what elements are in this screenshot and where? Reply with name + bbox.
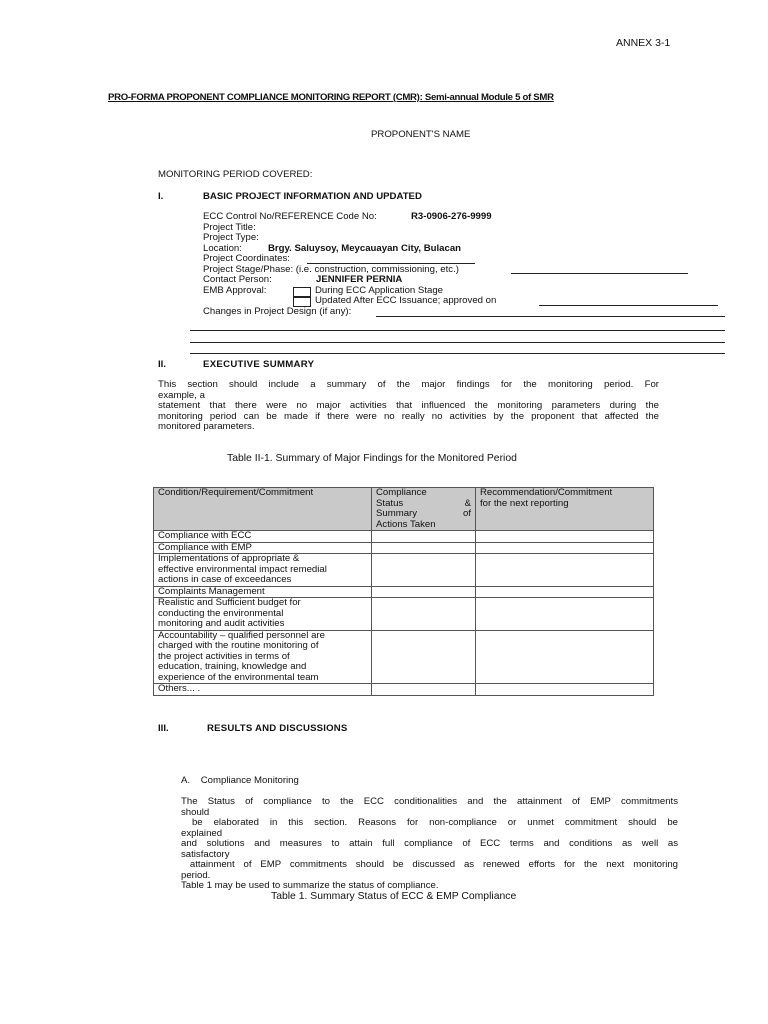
annex-label: ANNEX 3-1: [616, 37, 671, 49]
recommendation-cell[interactable]: [476, 684, 654, 696]
emb-approval-label: EMB Approval:: [203, 285, 267, 296]
row-label: Compliance with ECC: [154, 531, 372, 543]
row-label: Accountability – qualified personnel are charged with the routine monitoring of the project activities in terms of education, training, knowledge and experience of the environmental team: [154, 630, 372, 684]
compliance-status-cell[interactable]: [372, 586, 476, 598]
table-row: [154, 598, 654, 631]
recommendation-cell[interactable]: [476, 554, 654, 587]
compliance-status-cell[interactable]: [372, 598, 476, 631]
compliance-status-cell[interactable]: [372, 630, 476, 684]
section-2-number: II.: [158, 359, 166, 370]
design-changes-label: Changes in Project Design (if any):: [203, 306, 352, 317]
section-3-number: III.: [158, 723, 169, 734]
compliance-status-cell[interactable]: [372, 554, 476, 587]
table-row: [154, 542, 654, 554]
table-row: [154, 531, 654, 543]
subsection-a-title: A. Compliance Monitoring: [181, 775, 299, 786]
header-condition: Condition/Requirement/Commitment: [154, 488, 372, 531]
major-findings-table: [153, 487, 654, 696]
row-label: Realistic and Sufficient budget for conducting the environmental monitoring and audit activities: [154, 598, 372, 631]
contact-person-value: JENNIFER PERNIA: [316, 274, 403, 285]
compliance-status-cell[interactable]: [372, 531, 476, 543]
table-row: [154, 630, 654, 684]
monitoring-period-label: MONITORING PERIOD COVERED:: [158, 169, 313, 180]
location-label: Location:: [203, 243, 242, 254]
ecc-code-value: R3-0906-276-9999: [411, 211, 492, 222]
compliance-status-cell[interactable]: [372, 684, 476, 696]
location-value: Brgy. Saluysoy, Meycauayan City, Bulacan: [268, 243, 462, 254]
design-changes-line-3: [190, 342, 725, 343]
project-stage-blank-line: [511, 273, 688, 274]
table-ii-1-caption: Table II-1. Summary of Major Findings for the Monitored Period: [227, 453, 517, 464]
row-label: Implementations of appropriate & effective environmental impact remedial actions in case of exceedances: [154, 554, 372, 587]
proponent-name-label: PROPONENT'S NAME: [371, 129, 471, 140]
compliance-status-cell[interactable]: [372, 542, 476, 554]
table-row: [154, 554, 654, 587]
recommendation-cell[interactable]: [476, 630, 654, 684]
recommendation-cell[interactable]: [476, 586, 654, 598]
report-title: PRO-FORMA PROPONENT COMPLIANCE MONITORING REPORT (CMR): Semi-annual Module 5 of SMR: [108, 92, 554, 103]
design-changes-line-1: [376, 316, 725, 317]
table-row: [154, 586, 654, 598]
emb-option-1-label: During ECC Application Stage: [315, 285, 443, 296]
recommendation-cell[interactable]: [476, 531, 654, 543]
section-1-number: I.: [158, 191, 164, 202]
header-compliance-status: Compliance Status & Summary of Actions Taken: [372, 488, 476, 531]
design-changes-line-4: [190, 353, 725, 354]
ecc-code-label: ECC Control No/REFERENCE Code No:: [203, 211, 377, 222]
row-label: Complaints Management: [154, 586, 372, 598]
design-changes-line-2: [190, 330, 725, 331]
table-row: [154, 684, 654, 696]
emb-option-2-label: Updated After ECC Issuance; approved on: [315, 295, 497, 306]
project-stage-label: Project Stage/Phase: (i.e. construction, commissioning, etc.): [203, 264, 459, 275]
section-3-title: RESULTS AND DISCUSSIONS: [207, 723, 348, 734]
emb-approved-on-blank-line: [539, 305, 718, 306]
recommendation-cell[interactable]: [476, 598, 654, 631]
header-recommendation: Recommendation/Commitment for the next reporting: [476, 488, 654, 531]
table-header-row: [154, 488, 654, 531]
section-2-title: EXECUTIVE SUMMARY: [203, 359, 315, 370]
project-type-label: Project Type:: [203, 232, 259, 243]
emb-option-1-checkbox[interactable]: [293, 287, 311, 297]
executive-summary-paragraph: This section should include a summary of the major findings for the monitoring period. For example, a statement that there were no major activities that influenced the monitoring parameters during the monitoring period can be made if there were no really no activities by the proponent that affected the monitored parameters.: [158, 379, 659, 432]
row-label: Compliance with EMP: [154, 542, 372, 554]
section-1-title: BASIC PROJECT INFORMATION AND UPDATED: [203, 191, 422, 202]
compliance-monitoring-paragraph: The Status of compliance to the ECC conditionalities and the attainment of EMP commitments should be elaborated in this section. Reasons for non-compliance or unmet commitment should be explained and solutions and measures to attain full compliance of ECC terms and conditions as well as satisfactory attainment of EMP commitments should be discussed as renewed efforts for the next monitoring period. Table 1 may be used to summarize the status of compliance.: [181, 796, 678, 891]
project-title-label: Project Title:: [203, 222, 256, 233]
coordinates-label: Project Coordinates:: [203, 253, 290, 264]
table-1-caption: Table 1. Summary Status of ECC & EMP Compliance: [271, 891, 517, 902]
row-label: Others... .: [154, 684, 372, 696]
recommendation-cell[interactable]: [476, 542, 654, 554]
contact-person-label: Contact Person:: [203, 274, 272, 285]
